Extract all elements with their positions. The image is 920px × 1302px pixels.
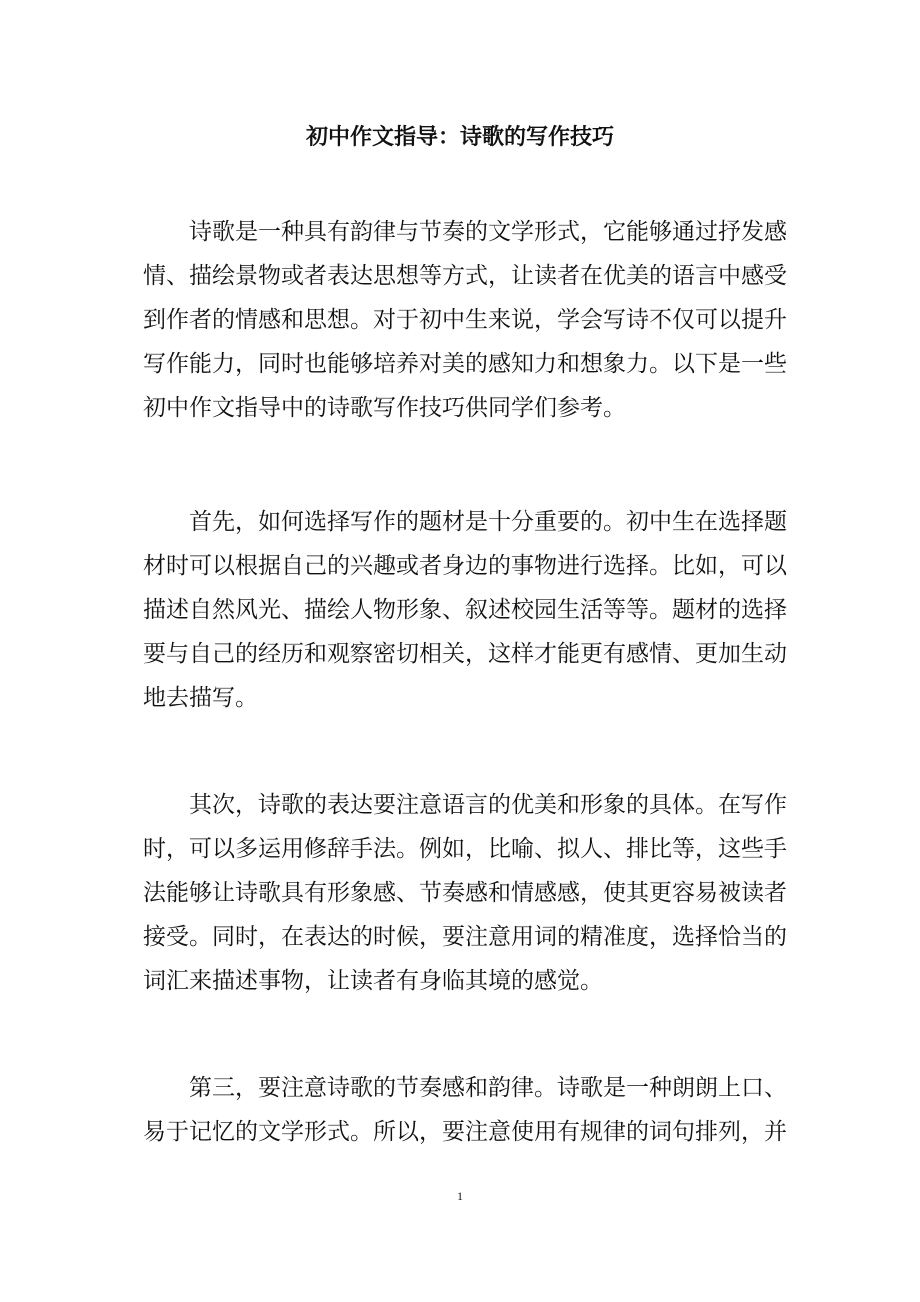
- text-line: 接受。同时，在表达的时候，要注意用词的精准度，选择恰当的: [143, 924, 787, 950]
- paragraph-intro: [143, 210, 787, 430]
- text-line: 易于记忆的文学形式。所以，要注意使用有规律的词句排列，并: [143, 1119, 787, 1145]
- text-line: 首先，如何选择写作的题材是十分重要的。初中生在选择题: [189, 509, 787, 535]
- text-line: 时，可以多运用修辞手法。例如，比喻、拟人、排比等，这些手: [143, 836, 787, 862]
- text-line: 到作者的情感和思想。对于初中生来说，学会写诗不仅可以提升: [143, 307, 787, 333]
- text-line: 初中作文指导中的诗歌写作技巧供同学们参考。: [143, 395, 626, 421]
- page-number: 1: [457, 1189, 463, 1203]
- text-line: 描述自然风光、描绘人物形象、叙述校园生活等等。题材的选择: [143, 597, 787, 623]
- paragraph-third: [143, 1066, 787, 1154]
- text-line: 写作能力，同时也能够培养对美的感知力和想象力。以下是一些: [143, 351, 787, 377]
- text-line: 法能够让诗歌具有形象感、节奏感和情感感，使其更容易被读者: [143, 880, 787, 906]
- paragraph-first: [143, 500, 787, 720]
- text-line: 诗歌是一种具有韵律与节奏的文学形式，它能够通过抒发感: [189, 219, 787, 245]
- text-line: 地去描写。: [143, 685, 258, 711]
- text-line: 要与自己的经历和观察密切相关，这样才能更有感情、更加生动: [143, 641, 787, 667]
- document-title: 初中作文指导：诗歌的写作技巧: [305, 125, 614, 150]
- text-line: 其次，诗歌的表达要注意语言的优美和形象的具体。在写作: [189, 792, 787, 818]
- text-line: 材时可以根据自己的兴趣或者身边的事物进行选择。比如，可以: [143, 553, 787, 579]
- text-line: 词汇来描述事物，让读者有身临其境的感觉。: [143, 968, 603, 994]
- paragraph-second: [143, 783, 787, 1003]
- text-line: 第三，要注意诗歌的节奏感和韵律。诗歌是一种朗朗上口、: [189, 1075, 787, 1101]
- text-line: 情、描绘景物或者表达思想等方式，让读者在优美的语言中感受: [143, 263, 787, 289]
